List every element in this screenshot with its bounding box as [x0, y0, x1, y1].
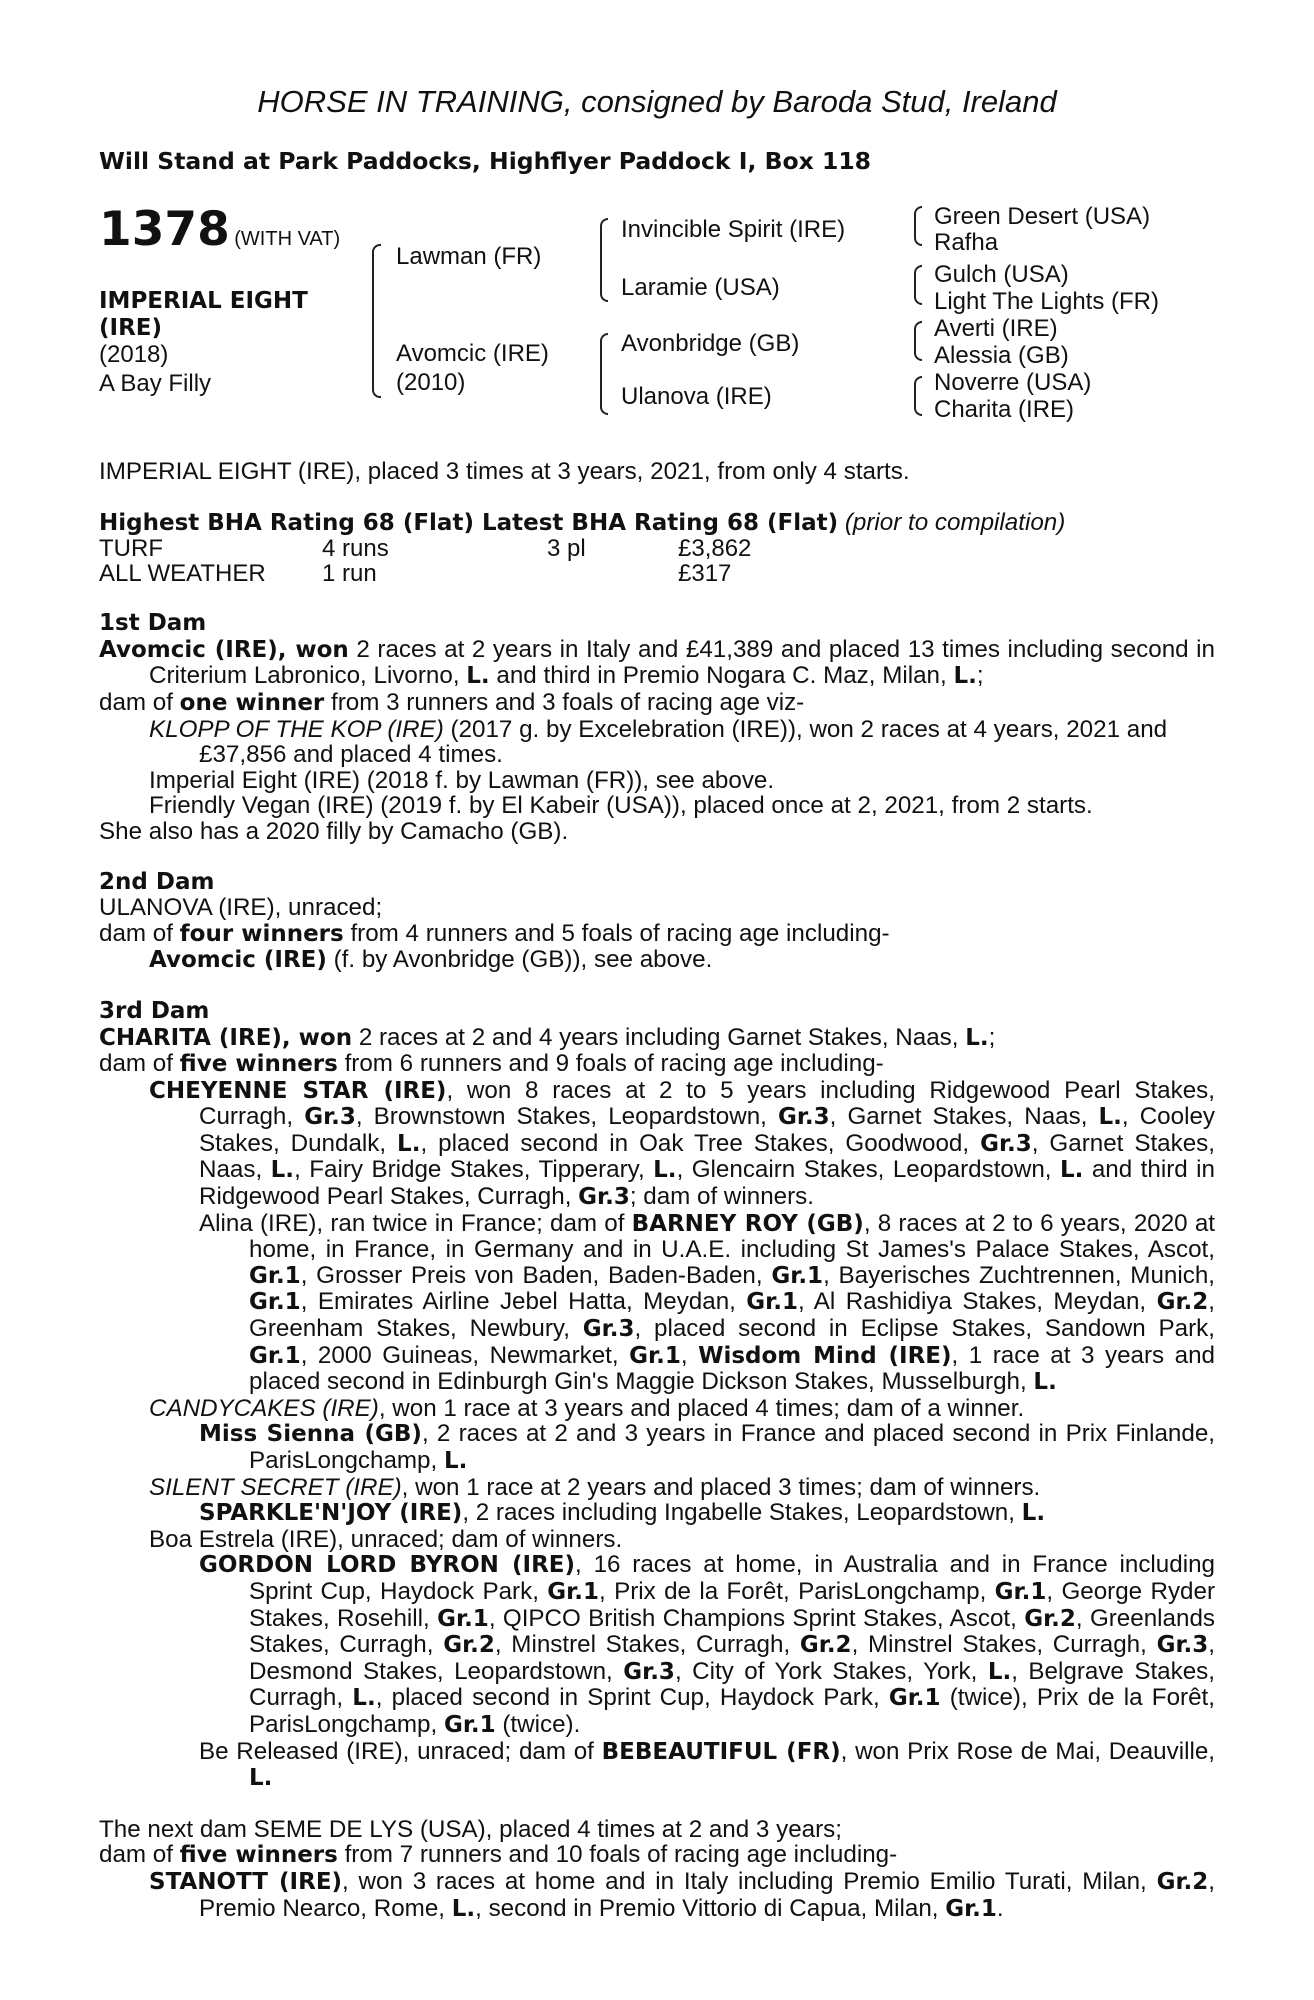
- pedigree-brace: [914, 206, 922, 246]
- dam3-sparkle-n-joy: SPARKLE'N'JOY (IRE), 2 races including Ingabelle Stakes, Leopardstown, L.: [199, 1499, 1046, 1527]
- dam2-heading: 2nd Dam: [99, 868, 215, 895]
- pedigree-brace: [600, 218, 608, 302]
- dam3-gordon-lord-byron: GORDON LORD BYRON (IRE), 16 races at home, in Australia and in France including Sprint Cup, Haydock Park, Gr.1, Prix de la Forêt, ParisLongchamp, Gr.1, George Ryder Stakes, Rosehill, Gr.1, QIPCO British Champions Sprint Stakes, Ascot, Gr.2, Greenlands Stakes, Curragh, Gr.2, Minstrel Stakes, Curragh, Gr.2, Minstrel Stakes, Curragh, Gr.3, Desmond Stakes, Leopardstown, Gr.3, City of York Stakes, York, L., Belgrave Stakes, Curragh, L., placed second in Sprint Cup, Haydock Park, Gr.1 (twice), Prix de la Forêt, ParisLongchamp, Gr.1 (twice).: [199, 1551, 1215, 1738]
- dam3-record: CHARITA (IRE), won 2 races at 2 and 4 years including Garnet Stakes, Naas, L.;: [99, 1023, 996, 1051]
- table-row: TURF 4 runs 3 pl £3,862: [99, 535, 752, 563]
- lot-heading: [99, 202, 340, 257]
- dam1-progeny-3: Friendly Vegan (IRE) (2019 f. by El Kabeir (USA)), placed once at 2, 2021, from 2 starts.: [149, 792, 1093, 820]
- dam1-record: Avomcic (IRE), won 2 races at 2 years in Italy and £41,389 and placed 13 times including second in Criterium Labronico, Livorno, L. and third in Premio Nogara C. Maz, Milan, L.;: [99, 635, 1215, 690]
- horse-year: (2018): [99, 341, 169, 368]
- dam3-heading: 3rd Dam: [99, 997, 210, 1024]
- dam3-miss-sienna: Miss Sienna (GB), 2 races at 2 and 3 years in France and placed second in Prix Finlande, ParisLongchamp, L.: [199, 1420, 1215, 1474]
- dam: Avomcic (IRE): [396, 340, 549, 367]
- dam1-note: She also has a 2020 filly by Camacho (GB).: [99, 817, 569, 845]
- vat-label: (WITH VAT): [234, 228, 341, 250]
- ggp-8: Charita (IRE): [934, 396, 1075, 423]
- bha-rating: Highest BHA Rating 68 (Flat) Latest BHA Rating 68 (Flat) (prior to compilation): [99, 508, 1066, 536]
- dam1-progeny-1: KLOPP OF THE KOP (IRE) (2017 g. by Excelebration (IRE)), won 2 races at 4 years, 2021 and £37,856 and placed 4 times.: [149, 715, 1168, 769]
- catalogue-body: [99, 459, 1215, 1922]
- dam3-alina: Alina (IRE), ran twice in France; dam of BARNEY ROY (GB), 8 races at 2 to 6 years, 2020 at home, in France, in Germany and in U.A.E. including St James's Palace Stakes, Ascot, Gr.1, Grosser Preis von Baden, Baden-Baden, Gr.1, Bayerisches Zuchtrennen, Munich, Gr.1, Emirates Airline Jebel Hatta, Meydan, Gr.1, Al Rashidiya Stakes, Meydan, Gr.2, Greenham Stakes, Newbury, Gr.3, placed second in Eclipse Stakes, Sandown Park, Gr.1, 2000 Guineas, Newmarket, Gr.1, Wisdom Mind (IRE), 1 race at 3 years and placed second in Edinburgh Gin's Maggie Dickson Stakes, Musselburgh, L.: [199, 1209, 1216, 1396]
- sire-sire: Invincible Spirit (IRE): [621, 216, 846, 243]
- pedigree-brace: [372, 244, 381, 398]
- dam3-candycakes: CANDYCAKES (IRE), won 1 race at 3 years and placed 4 times; dam of a winner.: [149, 1394, 1025, 1422]
- dam-year: (2010): [396, 369, 466, 396]
- ggp-6: Alessia (GB): [934, 342, 1069, 369]
- horse-name: IMPERIAL EIGHT (IRE): [99, 288, 308, 341]
- dam-sire: Avonbridge (GB): [621, 330, 800, 357]
- dam-dam: Ulanova (IRE): [621, 383, 772, 410]
- next-dam-produce: dam of five winners from 7 runners and 10 foals of racing age including-: [99, 1841, 898, 1869]
- next-dam-record: The next dam SEME DE LYS (USA), placed 4 times at 2 and 3 years;: [99, 1815, 842, 1843]
- page-title: HORSE IN TRAINING, consigned by Baroda Stud, Ireland: [257, 84, 1057, 119]
- ggp-2: Rafha: [934, 229, 999, 256]
- next-dam-stanott: STANOTT (IRE), won 3 races at home and in Italy including Premio Emilio Turati, Milan, Gr.2, Premio Nearco, Rome, L., second in Premio Vittorio di Capua, Milan, Gr.1.: [149, 1867, 1215, 1922]
- stand-location: Will Stand at Park Paddocks, Highflyer Paddock I, Box 118: [99, 147, 872, 175]
- dam1-produce: dam of one winner from 3 runners and 3 foals of racing age viz-: [99, 688, 805, 716]
- dam2-progeny-1: Avomcic (IRE) (f. by Avonbridge (GB)), see above.: [149, 946, 713, 974]
- dam3-be-released: Be Released (IRE), unraced; dam of BEBEAUTIFUL (FR), won Prix Rose de Mai, Deauville, L.: [199, 1737, 1215, 1792]
- ggp-4: Light The Lights (FR): [934, 288, 1159, 315]
- dam1-heading: 1st Dam: [99, 610, 207, 637]
- dam2-record: ULANOVA (IRE), unraced;: [99, 894, 383, 922]
- dam3-boa-estrela: Boa Estrela (IRE), unraced; dam of winners.: [149, 1525, 623, 1553]
- ggp-1: Green Desert (USA): [934, 203, 1151, 230]
- ggp-3: Gulch (USA): [934, 261, 1069, 288]
- horse-description: A Bay Filly: [99, 370, 212, 397]
- dam1-progeny-2: Imperial Eight (IRE) (2018 f. by Lawman (FR)), see above.: [149, 766, 775, 794]
- sire: Lawman (FR): [396, 243, 542, 270]
- dam3-progeny-cheyenne-star: CHEYENNE STAR (IRE), won 8 races at 2 to 5 years including Ridgewood Pearl Stakes, Curragh, Gr.3, Brownstown Stakes, Leopardstown, Gr.3, Garnet Stakes, Naas, L., Cooley Stakes, Dundalk, L., placed second in Oak Tree Stakes, Goodwood, Gr.3, Garnet Stakes, Naas, L., Fairy Bridge Stakes, Tipperary, L., Glencairn Stakes, Leopardstown, L. and third in Ridgewood Pearl Stakes, Curragh, Gr.3; dam of winners.: [149, 1076, 1215, 1211]
- racing-record: [99, 536, 751, 586]
- table-row: ALL WEATHER 1 run £317: [99, 560, 732, 588]
- sire-dam: Laramie (USA): [621, 274, 780, 301]
- dam3-silent-secret: SILENT SECRET (IRE), won 1 race at 2 years and placed 3 times; dam of winners.: [149, 1473, 1041, 1501]
- dam3-produce: dam of five winners from 6 runners and 9 foals of racing age including-: [99, 1050, 884, 1078]
- dam2-produce: dam of four winners from 4 runners and 5 foals of racing age including-: [99, 919, 890, 947]
- pedigree-brace: [600, 333, 608, 415]
- ggp-5: Averti (IRE): [934, 315, 1058, 342]
- pedigree-brace: [914, 376, 922, 416]
- lot-number: 1378: [99, 202, 230, 257]
- pedigree-brace: [914, 265, 922, 305]
- pedigree-brace: [914, 321, 922, 361]
- ggp-7: Noverre (USA): [934, 369, 1092, 396]
- summary: IMPERIAL EIGHT (IRE), placed 3 times at 3 years, 2021, from only 4 starts.: [99, 458, 910, 485]
